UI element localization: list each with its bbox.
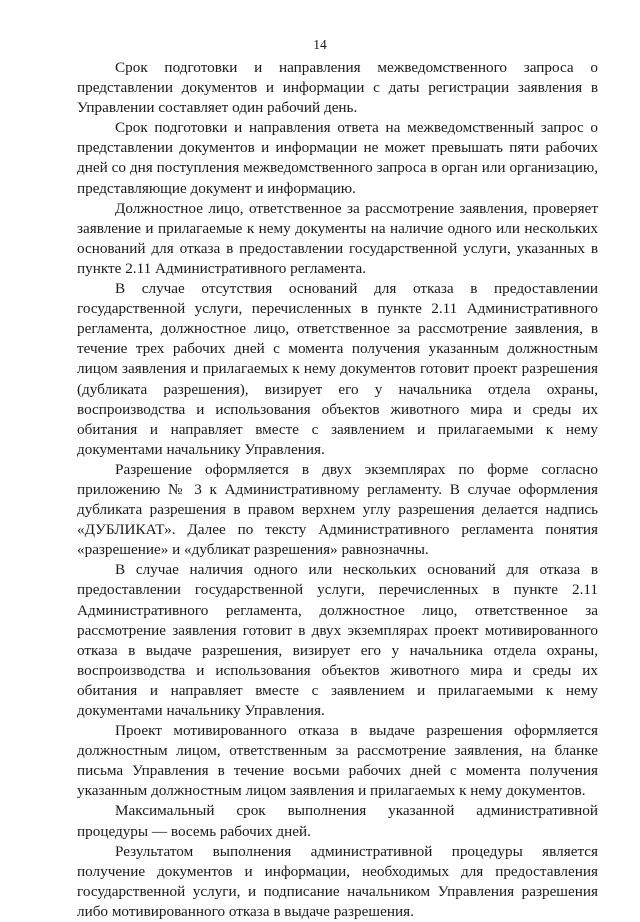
page-number: 14 [313, 37, 327, 52]
paragraph-response-term: Срок подготовки и направления ответа на межведомственный запрос о представлении документов и информации не может превышать пяти рабочих дней со дня поступления межведомственного запроса в орган или организацию, представляющие документ и информацию. [77, 119, 598, 197]
paragraph-max-term: Максимальный срок выполнения указанной административной процедуры — восемь рабочих дней. [77, 802, 598, 840]
paragraph-official-check: Должностное лицо, ответственное за рассмотрение заявления, проверяет заявление и прилагаемые к нему документы на наличие одного или нескольких оснований для отказа в предоставлении государственной услуги, указанных в пункте 2.11 Административного регламента. [77, 199, 598, 277]
paragraph-permit-issuance: Разрешение оформляется в двух экземплярах по форме согласно приложению № 3 к Административному регламенту. В случае оформления дубликата разрешения в правом верхнем углу разрешения делается надпись «ДУБЛИКАТ». Далее по тексту Административного регламента понятия «разрешение» и «дубликат разрешения» равнозначны. [77, 460, 598, 559]
paragraph-no-grounds-for-refusal: В случае отсутствия оснований для отказа в предоставлении государственной услуги, перечисленных в пункте 2.11 Административного регламента, должностное лицо, ответственное за рассмотрение заявления, в течение трех рабочих дней с момента получения указанным должностным лицом заявления и прилагаемых к нему документов готовит проект разрешения (дубликата разрешения), визирует его у начальника отдела охраны, воспроизводства и использования объектов животного мира и среды их обитания и направляет вместе с заявлением и прилагаемыми к нему документами начальнику Управления. [77, 280, 598, 458]
paragraph-grounds-for-refusal: В случае наличия одного или нескольких оснований для отказа в предоставлении государственной услуги, перечисленных в пункте 2.11 Административного регламента, должностное лицо, ответственное за рассмотрение заявления готовит в двух экземплярах проект мотивированного отказа в выдаче разрешения, визирует его у начальника отдела охраны, воспроизводства и использования объектов животного мира и среды их обитания и направляет вместе с заявлением и прилагаемыми к нему документами начальнику Управления. [77, 561, 598, 719]
paragraph-refusal-draft: Проект мотивированного отказа в выдаче разрешения оформляется должностным лицом, ответственным за рассмотрение заявления, на бланке письма Управления в течение восьми рабочих дней с момента получения указанным должностным лицом заявления и прилагаемых к нему документов. [77, 722, 598, 800]
paragraph-result: Результатом выполнения административной процедуры является получение документов и информации, необходимых для предоставления государственной услуги, и подписание начальником Управления разрешения либо мотивированного отказа в выдаче разрешения. [77, 842, 598, 920]
paragraph-request-preparation-term: Срок подготовки и направления межведомственного запроса о представлении документов и информации с даты регистрации заявления в Управлении составляет один рабочий день. [77, 59, 598, 117]
body-text [77, 58, 598, 922]
